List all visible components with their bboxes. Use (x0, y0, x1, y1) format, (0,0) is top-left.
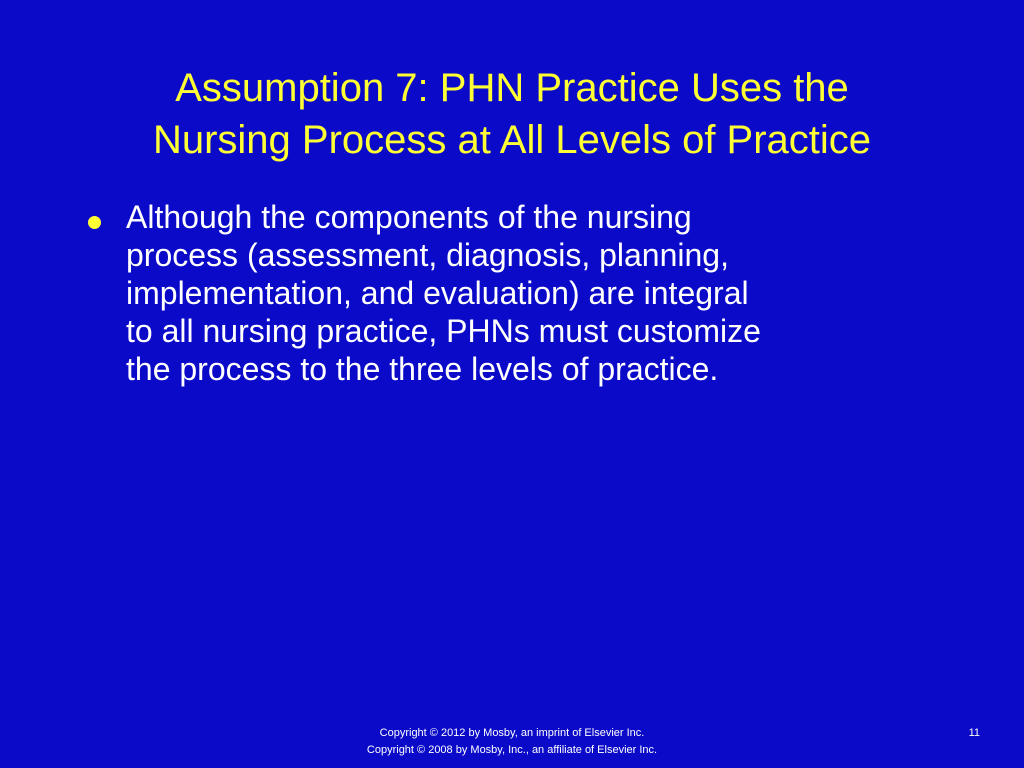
bullet-text (126, 198, 948, 388)
slide-title (40, 62, 984, 166)
copyright-line: Copyright © 2012 by Mosby, an imprint of Elsevier Inc. (379, 727, 645, 739)
slide-number: 11 (968, 727, 980, 739)
bullet-list (88, 198, 948, 388)
copyright-line: Copyright © 2008 by Mosby, Inc., an affiliate of Elsevier Inc. (366, 744, 658, 756)
slide-title-line: Assumption 7: PHN Practice Uses the (175, 66, 849, 110)
copyright-footer (262, 725, 762, 759)
bullet-dot-icon (88, 216, 101, 229)
bullet-text-line: the process to the three levels of practice. (126, 351, 719, 387)
bullet-item (88, 198, 948, 388)
bullet-text-line: process (assessment, diagnosis, planning, (126, 237, 729, 273)
bullet-text-line: to all nursing practice, PHNs must customize (126, 313, 761, 349)
slide-title-line: Nursing Process at All Levels of Practice (152, 118, 872, 162)
bullet-text-line: implementation, and evaluation) are integral (126, 275, 749, 311)
bullet-text-line: Although the components of the nursing (126, 199, 692, 235)
